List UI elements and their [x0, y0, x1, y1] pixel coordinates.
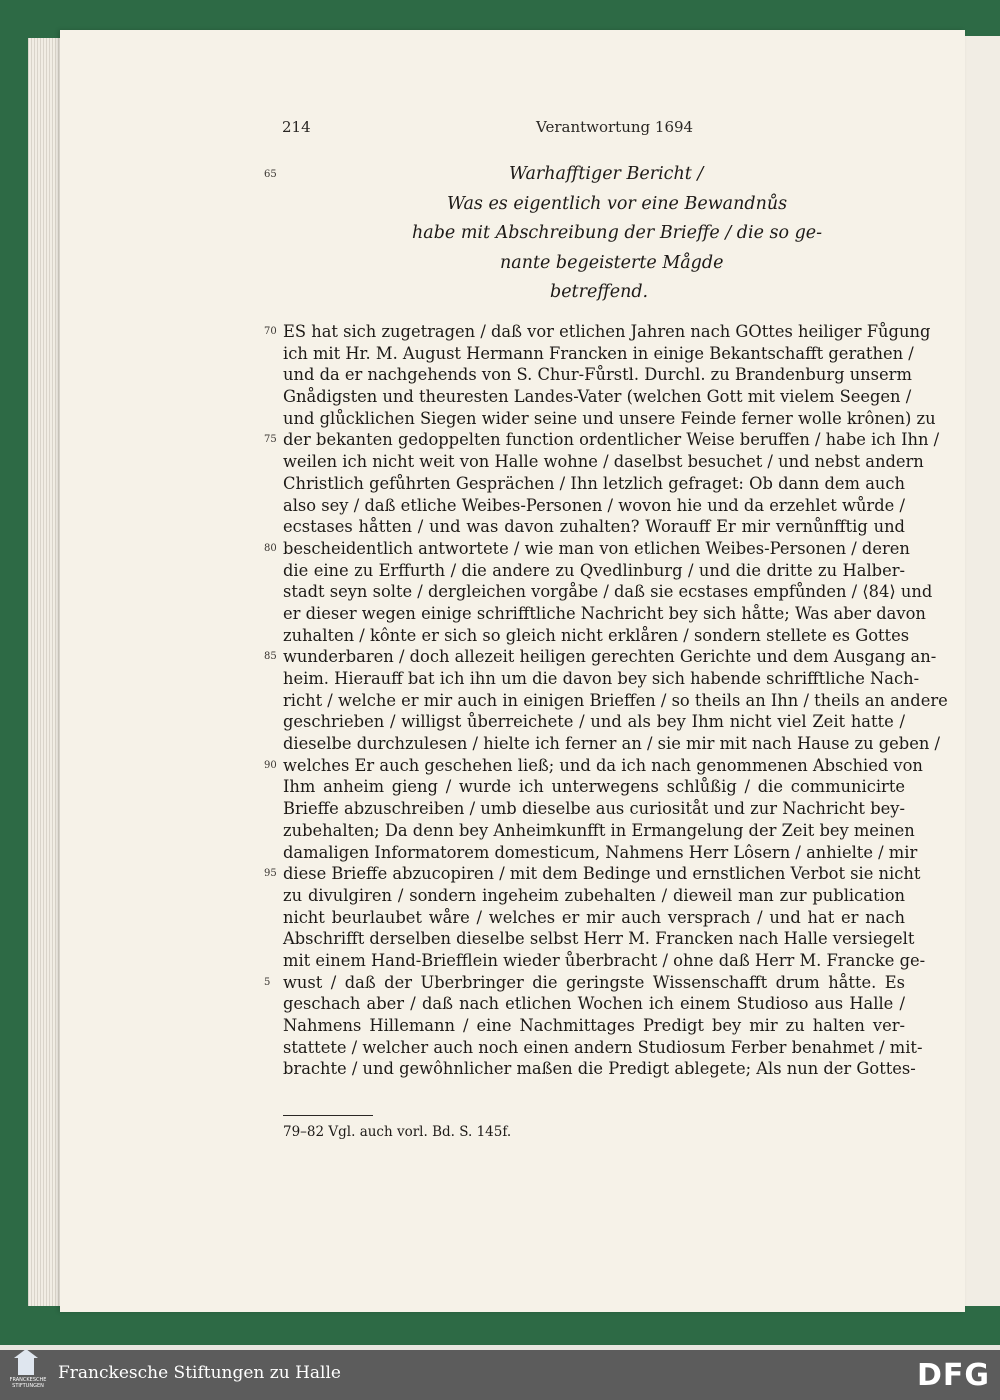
line-text: Christlich gefůhrten Gesprächen / Ihn letzlich gefraget: Ob dann dem auch — [283, 473, 905, 493]
facing-page-edge — [962, 36, 1000, 1306]
line-text: geschach aber / daß nach etlichen Wochen ich einem Studioso aus Halle / — [283, 994, 905, 1014]
line-text: bescheidentlich antwortete / wie man von etlichen Weibes-Personen / deren — [283, 538, 910, 558]
text-line — [264, 1058, 924, 1080]
line-text: diese Brieffe abzucopiren / mit dem Bedinge und ernstlichen Verbot sie nicht — [283, 864, 921, 884]
line-text: wunderbaren / doch allezeit heiligen gerechten Gerichte und dem Ausgang an- — [283, 647, 937, 667]
line-text: zubehalten; Da denn bey Anheimkunfft in Ermangelung der Zeit bey meinen — [283, 820, 915, 840]
title-line — [264, 190, 924, 220]
text-line — [264, 950, 924, 972]
text-line — [264, 646, 937, 668]
line-text: der bekanten gedoppelten function ordentlicher Weise beruffen / habe ich Ihn / — [283, 430, 940, 450]
text-line — [264, 343, 924, 365]
title-line — [264, 160, 924, 190]
title-text: nante begeisterte Mågde — [500, 252, 724, 273]
text-line — [264, 907, 924, 929]
line-number: 85 — [264, 651, 277, 663]
text-line — [264, 972, 924, 994]
line-text: welches Er auch geschehen ließ; und da ich nach genommenen Abschied von — [283, 755, 923, 775]
line-text: Abschrifft derselben dieselbe selbst Herr M. Francken nach Halle versiegelt — [283, 929, 915, 949]
title-text: Warhafftiger Bericht / — [509, 164, 704, 184]
title-text: Was es eigentlich vor eine Bewandnůs — [447, 193, 788, 214]
line-text: stattete / welcher auch noch einen andern Studiosum Ferber benahmet / mit- — [283, 1037, 923, 1057]
text-line — [264, 581, 933, 603]
line-text: Ihm anheim gieng / wurde ich unterwegens schlůßig / die communicirte — [283, 777, 905, 797]
line-number: 65 — [264, 169, 277, 180]
line-number: 5 — [264, 976, 271, 988]
line-text: weilen ich nicht weit von Halle wohne / daselbst besuchet / und nebst andern — [283, 452, 924, 472]
line-text: brachte / und gewôhnlicher maßen die Predigt ablegete; Als nun der Gottes- — [283, 1059, 916, 1079]
text-line — [264, 473, 924, 495]
text-line — [264, 321, 931, 343]
text-line — [264, 928, 924, 950]
title-text: habe mit Abschreibung der Brieffe / die so ge- — [412, 223, 823, 243]
text-line — [264, 516, 924, 538]
line-text: und da er nachgehends von S. Chur-Fůrstl. Durchl. zu Brandenburg unserm — [283, 365, 912, 385]
title-line — [264, 278, 924, 308]
line-text: die eine zu Erffurth / die andere zu Qvedlinburg / und die dritte zu Halber- — [283, 560, 905, 580]
text-line — [264, 690, 948, 712]
line-number: 70 — [264, 326, 277, 337]
text-line — [264, 1015, 924, 1037]
line-text: er dieser wegen einige schrifftliche Nachricht bey sich håtte; Was aber davon — [283, 603, 926, 623]
line-text: ecstases håtten / und was davon zuhalten? Worauff Er mir vernůnfftig und — [283, 517, 905, 537]
text-line — [264, 863, 924, 885]
franckesche-logo-icon — [8, 1355, 47, 1395]
title-text: betreffend. — [550, 282, 649, 302]
line-text: mit einem Hand-Briefflein wieder ůberbracht / ohne daß Herr M. Francke ge- — [283, 950, 926, 970]
line-text: zuhalten / kônte er sich so gleich nicht erklåren / sondern stellete es Gottes — [283, 625, 910, 645]
line-text: damaligen Informatorem domesticum, Nahmens Herr Lôsern / anhielte / mir — [283, 842, 918, 862]
body-text — [264, 321, 948, 1080]
line-text: Brieffe abzuschreiben / umb dieselbe aus curiositåt und zur Nachricht bey- — [283, 799, 905, 819]
footnote-divider — [283, 1115, 373, 1116]
line-text: dieselbe durchzulesen / hielte ich ferner an / sie mir mit nach Hause zu geben / — [283, 734, 941, 754]
line-text: zu divulgiren / sondern ingeheim zubehalten / dieweil man zur publication — [283, 885, 905, 905]
line-number: 75 — [264, 434, 277, 446]
text-line — [264, 364, 924, 386]
text-line — [264, 733, 941, 755]
title-line — [264, 219, 924, 249]
text-line — [264, 538, 924, 560]
text-line — [264, 885, 924, 907]
text-line — [264, 560, 924, 582]
text-line — [264, 820, 924, 842]
line-text: richt / welche er mir auch in einigen Brieffen / so theils an Ihn / theils an andere — [283, 690, 948, 710]
text-line — [264, 755, 924, 777]
dfg-logo: DFG — [916, 1358, 990, 1393]
line-number: 90 — [264, 759, 277, 771]
text-line — [264, 776, 924, 798]
text-line — [264, 495, 924, 517]
running-title: Verantwortung 1694 — [536, 118, 694, 136]
line-text: Gnådigsten und theuresten Landes-Vater (welchen Gott mit vielem Seegen / — [283, 387, 912, 407]
text-line — [264, 603, 924, 625]
text-line — [264, 408, 936, 430]
title-line — [264, 249, 924, 279]
logo-house-shape — [18, 1357, 34, 1375]
line-text: also sey / daß etliche Weibes-Personen / wovon hie und da erzehlet wůrde / — [283, 495, 905, 515]
page-number: 214 — [282, 118, 311, 136]
text-line — [264, 842, 924, 864]
line-number: 95 — [264, 868, 277, 880]
text-line — [264, 429, 940, 451]
line-text: Nahmens Hillemann / eine Nachmittages Predigt bey mir zu halten ver- — [283, 1016, 905, 1035]
line-number: 80 — [264, 542, 277, 554]
logo-text: FRANCKESCHE STIFTUNGEN — [9, 1377, 47, 1389]
text-line — [264, 625, 924, 647]
line-text: nicht beurlaubet wåre / welches er mir auch versprach / und hat er nach — [283, 907, 905, 927]
section-title — [264, 160, 924, 308]
text-line — [264, 668, 924, 690]
line-text: ich mit Hr. M. August Hermann Francken in einige Bekantschafft gerathen / — [283, 343, 914, 363]
line-text: stadt seyn solte / dergleichen vorgåbe / daß sie ecstases empfůnden / ⟨84⟩ und — [283, 582, 933, 602]
footnote: 79–82 Vgl. auch vorl. Bd. S. 145f. — [283, 1124, 512, 1140]
text-line — [264, 1037, 924, 1059]
text-line — [264, 386, 924, 408]
text-line — [264, 993, 924, 1015]
institution-name: Franckesche Stiftungen zu Halle — [58, 1363, 341, 1383]
text-line — [264, 451, 924, 473]
line-text: wust / daß der Uberbringer die geringste Wissenschafft drum håtte. Es — [283, 972, 905, 992]
line-text: geschrieben / willigst ůberreichete / und als bey Ihm nicht viel Zeit hatte / — [283, 712, 905, 732]
logo-roof-shape — [14, 1349, 38, 1358]
line-text: und glůcklichen Siegen wider seine und unsere Feinde ferner wolle krônen) zu — [283, 408, 936, 428]
text-line — [264, 798, 924, 820]
line-text: ES hat sich zugetragen / daß vor etlichen Jahren nach GOttes heiliger Fůgung — [283, 322, 931, 341]
line-text: heim. Hierauff bat ich ihn um die davon bey sich habende schrifftliche Nach- — [283, 669, 920, 688]
footer-bar — [0, 1350, 1000, 1400]
text-line — [264, 711, 924, 733]
